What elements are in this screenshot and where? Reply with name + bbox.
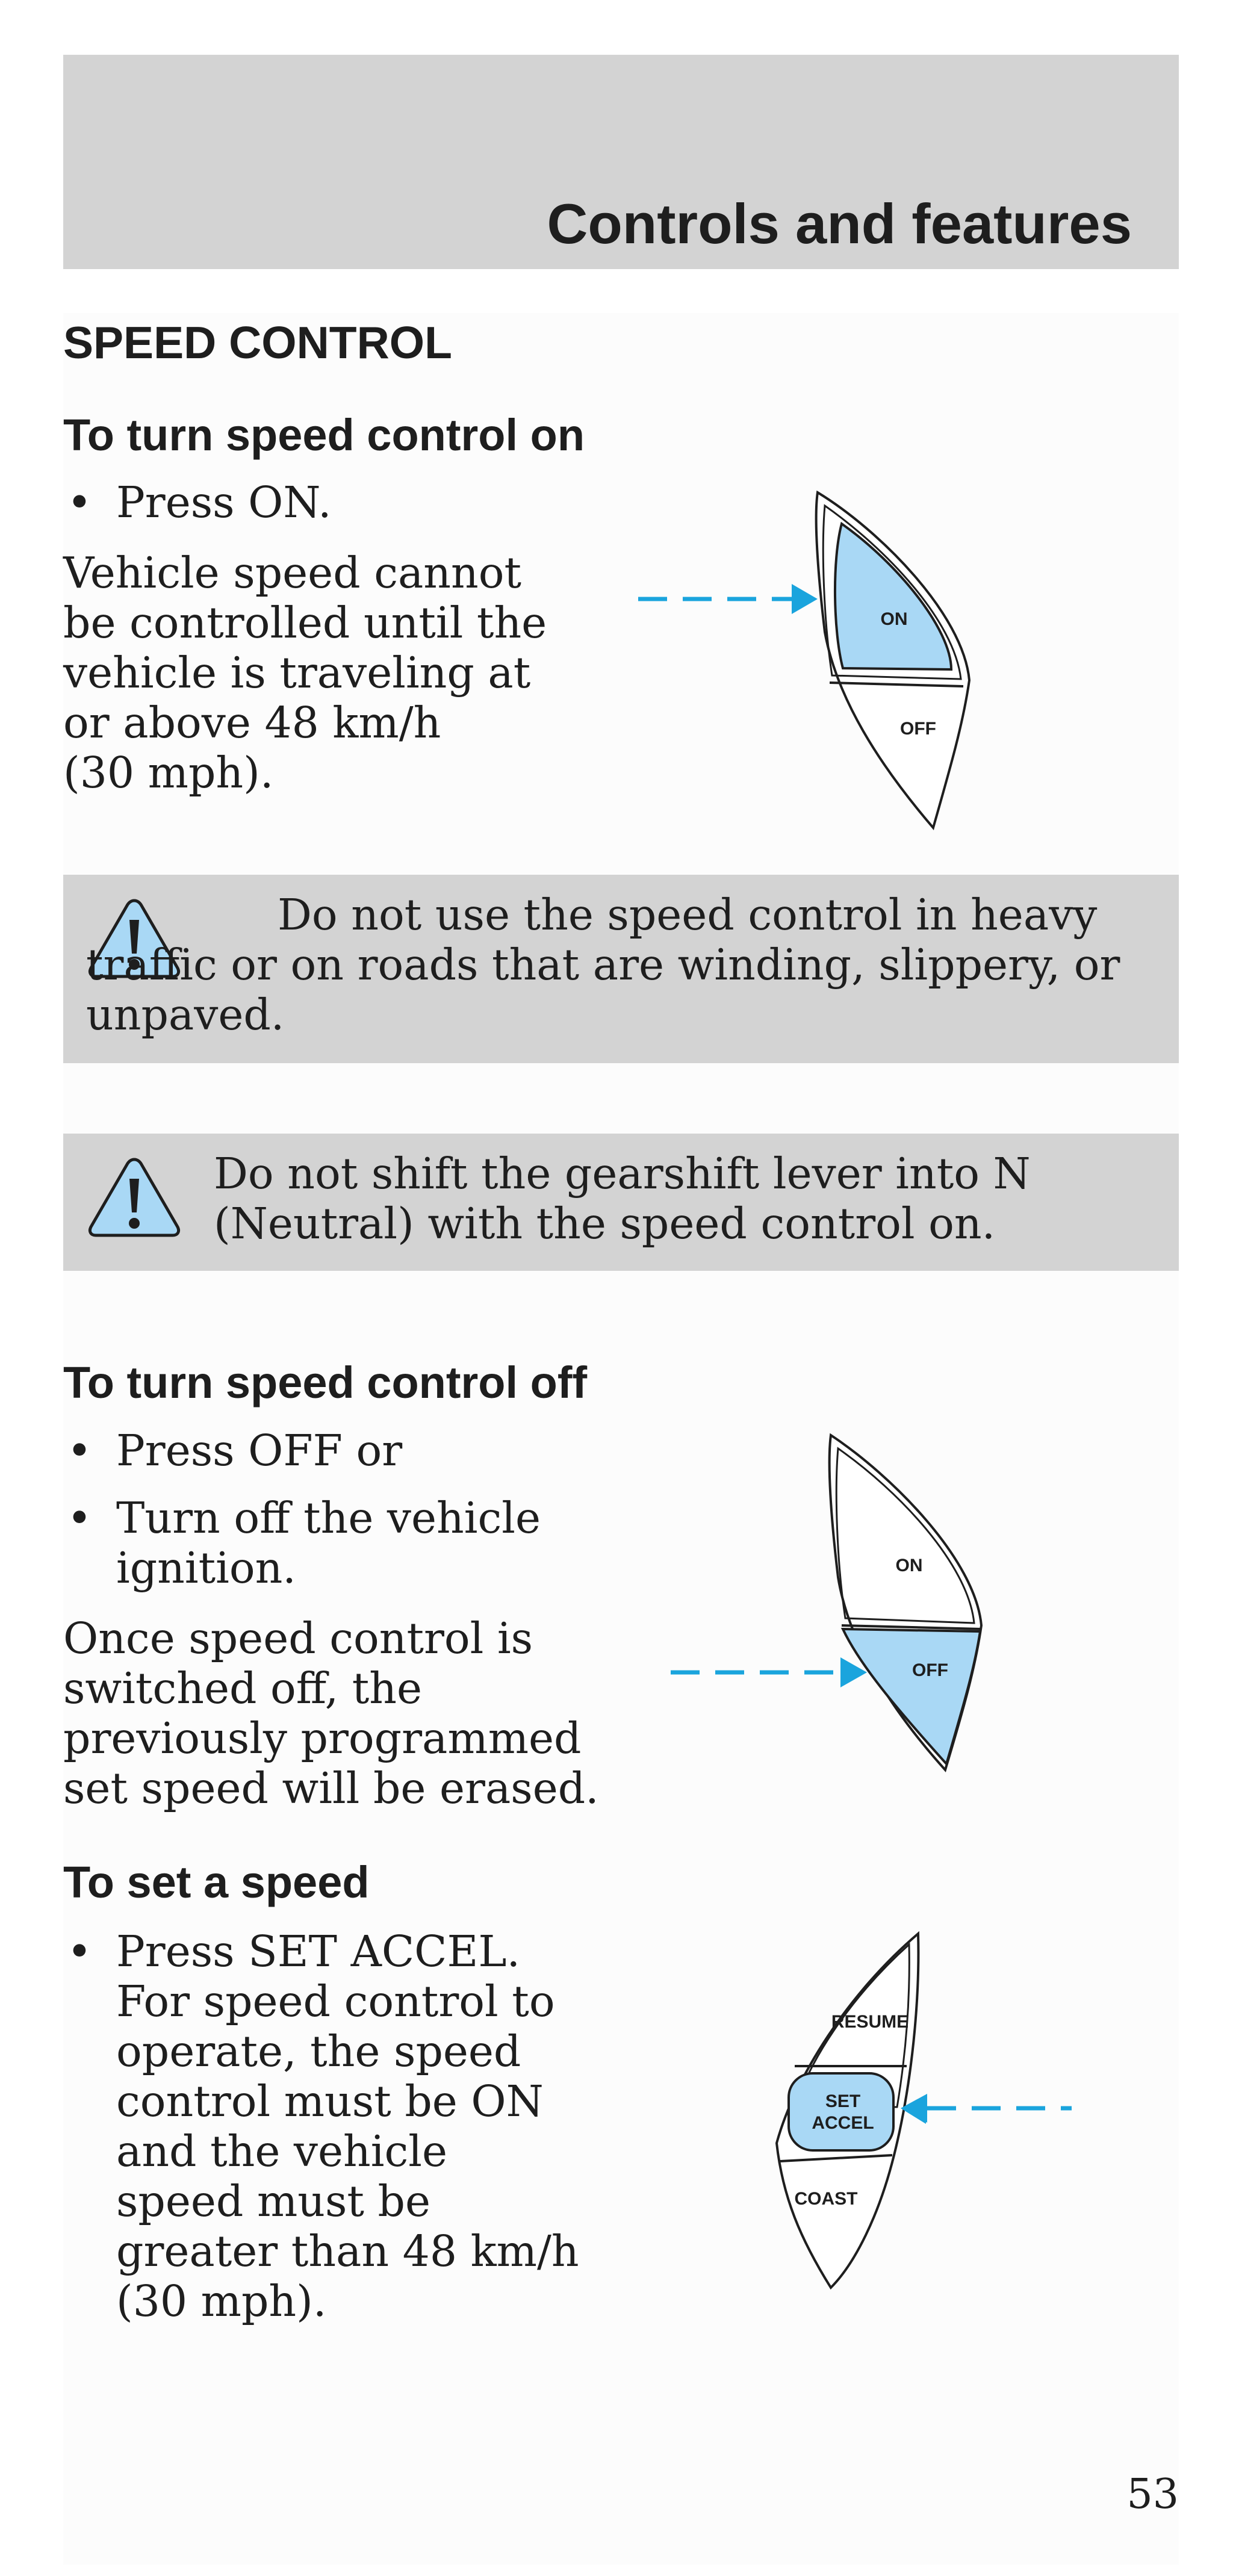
warning-text-neutral: Do not shift the gearshift lever into N (Neutral) with the speed control on. (214, 1149, 1031, 1249)
coast-label: COAST (794, 2189, 858, 2209)
resume-label: RESUME (831, 2012, 909, 2032)
bullet-dot: • (67, 1493, 92, 1543)
off-label: OFF (912, 1660, 948, 1680)
set-accel-button[interactable] (789, 2073, 893, 2150)
bullet-dot: • (67, 477, 92, 527)
bullet-turn-off-ignition: • Turn off the vehicle ignition. (67, 1493, 541, 1593)
warning-triangle-icon (86, 1155, 182, 1239)
bullet-dot: • (67, 1926, 92, 1976)
bullet-press-on: • Press ON. (67, 477, 332, 527)
section-title: SPEED CONTROL (63, 317, 452, 368)
on-label: ON (895, 1556, 923, 1575)
page-number: 53 (1126, 2471, 1179, 2518)
page-title: Controls and features (547, 192, 1132, 255)
heading-turn-off: To turn speed control off (63, 1358, 588, 1407)
bullet-dot: • (67, 1426, 92, 1476)
arrow-icon (671, 1657, 867, 1687)
accel-label: ACCEL (812, 2113, 874, 2133)
bullet-press-off: • Press OFF or (67, 1426, 403, 1476)
turn-on-paragraph: Vehicle speed cannot be controlled until the vehicle is traveling at or above 48 km/h (30 mph). (63, 548, 547, 798)
speed-control-switch-on-figure (626, 482, 999, 837)
speed-control-switch-set-figure (759, 1926, 1084, 2300)
on-button[interactable] (835, 524, 951, 669)
header-band (63, 55, 1179, 269)
turn-off-paragraph: Once speed control is switched off, the previously programmed set speed will be erased. (63, 1613, 599, 1813)
off-button[interactable] (843, 1629, 980, 1764)
heading-turn-on: To turn speed control on (63, 410, 585, 460)
warning-box-neutral (63, 1134, 1179, 1271)
warning-text-heavy-traffic: Do not use the speed control in heavy traffic or on roads that are winding, slippery, or unpaved. (86, 890, 1120, 1040)
speed-control-switch-off-figure (662, 1427, 999, 1776)
set-label: SET (825, 2091, 861, 2111)
arrow-icon (901, 2094, 1072, 2124)
off-label: OFF (900, 719, 936, 739)
warning-box-heavy-traffic (63, 875, 1179, 1063)
bullet-press-set-accel: • Press SET ACCEL. For speed control to operate, the speed control must be ON and the vehicle speed must be greater than 48 km/h (30 mph). (67, 1926, 579, 2326)
on-label: ON (880, 609, 908, 629)
arrow-icon (638, 584, 818, 614)
heading-set-speed: To set a speed (63, 1857, 370, 1907)
